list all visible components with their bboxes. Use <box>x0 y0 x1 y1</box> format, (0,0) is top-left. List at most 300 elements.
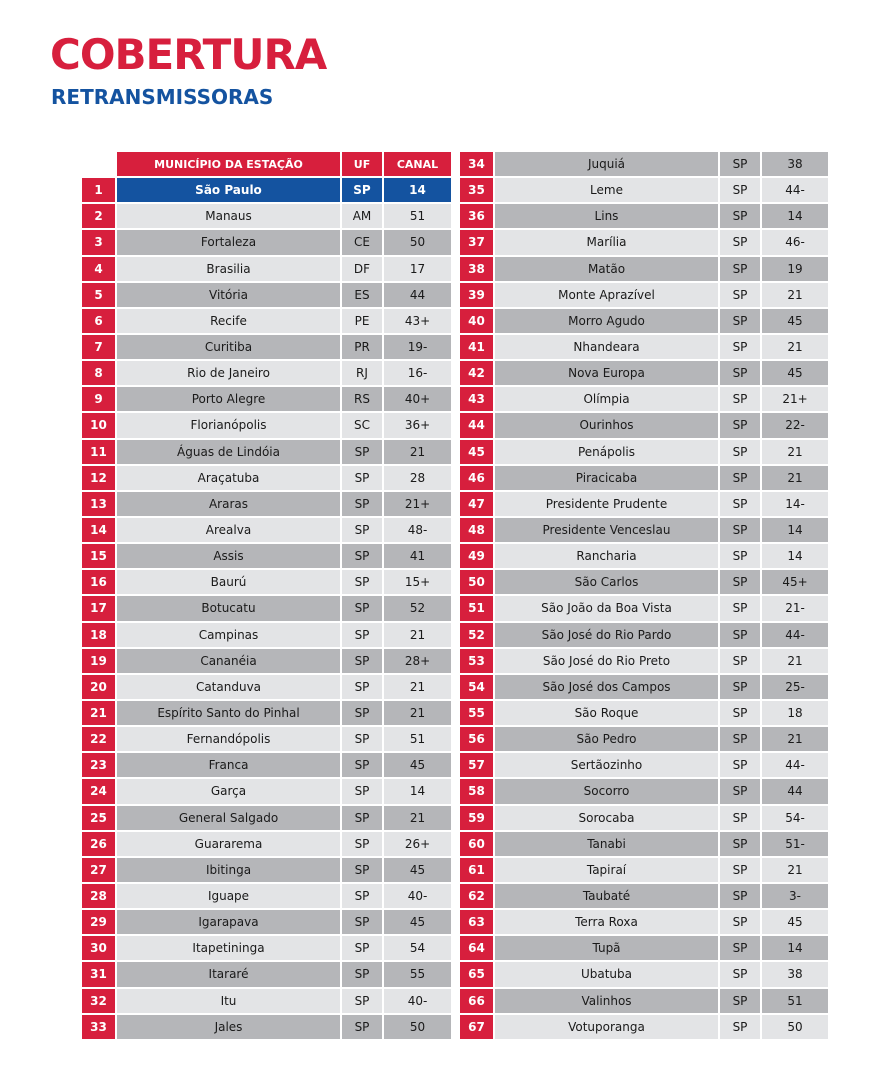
row-number: 6 <box>82 309 117 335</box>
row-number: 16 <box>82 570 117 596</box>
station-uf: SP <box>342 623 384 649</box>
station-uf: ES <box>342 283 384 309</box>
station-channel: 36+ <box>384 413 451 439</box>
station-channel: 19- <box>384 335 451 361</box>
station-uf: PE <box>342 309 384 335</box>
table-body-right <box>460 152 828 1041</box>
station-channel: 43+ <box>384 309 451 335</box>
station-city: São José dos Campos <box>495 675 720 701</box>
row-number: 63 <box>460 910 495 936</box>
table-row <box>460 623 828 649</box>
station-channel: 21 <box>384 675 451 701</box>
row-number: 28 <box>82 884 117 910</box>
row-number: 4 <box>82 257 117 283</box>
station-city: Fernandópolis <box>117 727 342 753</box>
station-channel: 45 <box>384 858 451 884</box>
station-uf: SP <box>720 1015 762 1041</box>
station-city: Rio de Janeiro <box>117 361 342 387</box>
station-channel: 26+ <box>384 832 451 858</box>
table-row <box>82 910 451 936</box>
station-uf: SP <box>342 701 384 727</box>
table-row <box>460 230 828 256</box>
station-channel: 44- <box>762 178 828 204</box>
station-city: Terra Roxa <box>495 910 720 936</box>
table-row <box>82 440 451 466</box>
station-uf: SP <box>342 596 384 622</box>
row-number: 52 <box>460 623 495 649</box>
station-city: Itu <box>117 989 342 1015</box>
station-uf: DF <box>342 257 384 283</box>
station-channel: 55 <box>384 962 451 988</box>
table-header <box>82 152 451 178</box>
table-row <box>82 492 451 518</box>
station-city: Nhandeara <box>495 335 720 361</box>
station-channel: 14 <box>762 544 828 570</box>
station-uf: SP <box>720 649 762 675</box>
table-row <box>82 649 451 675</box>
station-channel: 51 <box>762 989 828 1015</box>
station-channel: 21 <box>762 649 828 675</box>
station-channel: 21 <box>384 806 451 832</box>
row-number: 65 <box>460 962 495 988</box>
station-city: Botucatu <box>117 596 342 622</box>
station-channel: 38 <box>762 152 828 178</box>
row-number: 13 <box>82 492 117 518</box>
table-row <box>82 596 451 622</box>
table-row <box>460 596 828 622</box>
station-channel: 21 <box>762 858 828 884</box>
station-uf: SP <box>720 570 762 596</box>
table-row <box>460 936 828 962</box>
station-city: São José do Rio Pardo <box>495 623 720 649</box>
station-channel: 15+ <box>384 570 451 596</box>
station-city: Tupã <box>495 936 720 962</box>
table-row <box>460 884 828 910</box>
station-channel: 40- <box>384 989 451 1015</box>
row-number: 37 <box>460 230 495 256</box>
row-number: 3 <box>82 230 117 256</box>
row-number: 64 <box>460 936 495 962</box>
row-number: 20 <box>82 675 117 701</box>
page-subtitle: RETRANSMISSORAS <box>51 85 274 109</box>
station-channel: 21 <box>762 335 828 361</box>
row-number: 11 <box>82 440 117 466</box>
station-channel: 45 <box>384 910 451 936</box>
row-number: 45 <box>460 440 495 466</box>
station-channel: 14 <box>762 518 828 544</box>
station-city: Garça <box>117 779 342 805</box>
station-uf: SP <box>720 753 762 779</box>
row-number: 21 <box>82 701 117 727</box>
station-city: Curitiba <box>117 335 342 361</box>
row-number: 53 <box>460 649 495 675</box>
row-number: 47 <box>460 492 495 518</box>
row-number: 38 <box>460 257 495 283</box>
row-number: 24 <box>82 779 117 805</box>
table-row <box>82 466 451 492</box>
station-channel: 44 <box>384 283 451 309</box>
station-uf: SP <box>720 701 762 727</box>
table-row <box>460 257 828 283</box>
table-row <box>460 779 828 805</box>
station-uf: SP <box>720 152 762 178</box>
table-row <box>82 832 451 858</box>
station-uf: SP <box>720 518 762 544</box>
station-city: Rancharia <box>495 544 720 570</box>
station-city: São Carlos <box>495 570 720 596</box>
station-city: Guararema <box>117 832 342 858</box>
station-uf: SP <box>720 989 762 1015</box>
station-channel: 50 <box>384 230 451 256</box>
station-channel: 41 <box>384 544 451 570</box>
station-city: Jales <box>117 1015 342 1041</box>
station-channel: 14 <box>762 204 828 230</box>
row-number: 7 <box>82 335 117 361</box>
table-row <box>460 832 828 858</box>
station-city: Nova Europa <box>495 361 720 387</box>
row-number: 26 <box>82 832 117 858</box>
station-channel: 21+ <box>384 492 451 518</box>
row-number: 41 <box>460 335 495 361</box>
station-channel: 46- <box>762 230 828 256</box>
station-uf: SP <box>720 544 762 570</box>
row-number: 43 <box>460 387 495 413</box>
table-row <box>82 858 451 884</box>
station-channel: 51- <box>762 832 828 858</box>
station-city: Itararé <box>117 962 342 988</box>
station-city: São Roque <box>495 701 720 727</box>
station-city: Manaus <box>117 204 342 230</box>
table-row <box>460 1015 828 1041</box>
station-channel: 21 <box>762 440 828 466</box>
station-city: Presidente Prudente <box>495 492 720 518</box>
table-row <box>460 518 828 544</box>
station-city: Lins <box>495 204 720 230</box>
table-row <box>82 361 451 387</box>
table-row <box>82 518 451 544</box>
table-row <box>82 701 451 727</box>
table-row <box>460 361 828 387</box>
station-city: Monte Aprazível <box>495 283 720 309</box>
station-uf: SP <box>720 727 762 753</box>
table-row <box>460 309 828 335</box>
station-uf: SP <box>342 649 384 675</box>
table-row <box>82 178 451 204</box>
station-city: Catanduva <box>117 675 342 701</box>
station-uf: SP <box>720 204 762 230</box>
table-row <box>460 806 828 832</box>
row-number: 39 <box>460 283 495 309</box>
station-uf: SP <box>720 962 762 988</box>
station-channel: 21 <box>762 727 828 753</box>
station-city: Ibitinga <box>117 858 342 884</box>
table-row <box>82 753 451 779</box>
table-row <box>460 753 828 779</box>
station-uf: SP <box>342 178 384 204</box>
station-uf: SP <box>720 178 762 204</box>
station-uf: SP <box>342 466 384 492</box>
station-city: Ourinhos <box>495 413 720 439</box>
row-number: 44 <box>460 413 495 439</box>
station-uf: SP <box>342 544 384 570</box>
station-uf: SP <box>720 858 762 884</box>
station-city: General Salgado <box>117 806 342 832</box>
station-uf: CE <box>342 230 384 256</box>
station-channel: 54- <box>762 806 828 832</box>
station-city: São João da Boa Vista <box>495 596 720 622</box>
row-number: 60 <box>460 832 495 858</box>
station-city: Itapetininga <box>117 936 342 962</box>
station-uf: SP <box>342 858 384 884</box>
station-city: Iguape <box>117 884 342 910</box>
station-channel: 45+ <box>762 570 828 596</box>
station-city: São Pedro <box>495 727 720 753</box>
station-city: Campinas <box>117 623 342 649</box>
table-row <box>460 283 828 309</box>
station-channel: 22- <box>762 413 828 439</box>
station-city: Leme <box>495 178 720 204</box>
station-city: Ubatuba <box>495 962 720 988</box>
station-uf: SP <box>342 962 384 988</box>
station-uf: SP <box>342 440 384 466</box>
station-channel: 44 <box>762 779 828 805</box>
row-number: 18 <box>82 623 117 649</box>
station-uf: SP <box>342 806 384 832</box>
station-uf: SP <box>342 753 384 779</box>
table-row <box>460 910 828 936</box>
station-channel: 19 <box>762 257 828 283</box>
station-city: Marília <box>495 230 720 256</box>
table-row <box>82 884 451 910</box>
station-channel: 45 <box>384 753 451 779</box>
table-row <box>82 779 451 805</box>
table-row <box>82 727 451 753</box>
station-uf: SP <box>720 779 762 805</box>
station-channel: 21+ <box>762 387 828 413</box>
table-row <box>460 989 828 1015</box>
station-channel: 45 <box>762 910 828 936</box>
station-city: Assis <box>117 544 342 570</box>
station-city: Juquiá <box>495 152 720 178</box>
station-city: Brasilia <box>117 257 342 283</box>
station-city: Olímpia <box>495 387 720 413</box>
row-number: 2 <box>82 204 117 230</box>
table-row <box>82 962 451 988</box>
station-uf: SP <box>342 936 384 962</box>
station-channel: 14 <box>384 779 451 805</box>
station-uf: RS <box>342 387 384 413</box>
table-row <box>82 1015 451 1041</box>
station-uf: SP <box>720 387 762 413</box>
station-channel: 21 <box>384 440 451 466</box>
row-number: 59 <box>460 806 495 832</box>
table-row <box>82 230 451 256</box>
station-uf: SP <box>342 910 384 936</box>
row-number: 8 <box>82 361 117 387</box>
row-number: 29 <box>82 910 117 936</box>
row-number: 34 <box>460 152 495 178</box>
station-uf: SP <box>720 832 762 858</box>
table-body-left <box>82 178 451 1041</box>
station-city: Espírito Santo do Pinhal <box>117 701 342 727</box>
table-row <box>82 204 451 230</box>
station-uf: SP <box>342 989 384 1015</box>
station-city: Franca <box>117 753 342 779</box>
station-channel: 28+ <box>384 649 451 675</box>
row-number: 55 <box>460 701 495 727</box>
station-uf: SP <box>342 518 384 544</box>
table-row <box>460 675 828 701</box>
station-city: Valinhos <box>495 989 720 1015</box>
station-uf: SP <box>720 309 762 335</box>
stations-table-left <box>82 152 451 1041</box>
station-channel: 40- <box>384 884 451 910</box>
station-city: Morro Agudo <box>495 309 720 335</box>
station-uf: SP <box>720 335 762 361</box>
station-city: Votuporanga <box>495 1015 720 1041</box>
station-channel: 54 <box>384 936 451 962</box>
station-channel: 21 <box>762 283 828 309</box>
station-city: Presidente Venceslau <box>495 518 720 544</box>
row-number: 50 <box>460 570 495 596</box>
station-uf: SC <box>342 413 384 439</box>
row-number: 66 <box>460 989 495 1015</box>
station-uf: SP <box>720 413 762 439</box>
table-row <box>82 544 451 570</box>
header-canal: CANAL <box>384 152 451 178</box>
row-number: 25 <box>82 806 117 832</box>
station-city: Sertãozinho <box>495 753 720 779</box>
row-number: 30 <box>82 936 117 962</box>
station-uf: SP <box>720 936 762 962</box>
table-row <box>460 387 828 413</box>
table-row <box>460 701 828 727</box>
station-uf: SP <box>720 230 762 256</box>
row-number: 46 <box>460 466 495 492</box>
station-channel: 21 <box>762 466 828 492</box>
station-channel: 28 <box>384 466 451 492</box>
header-uf: UF <box>342 152 384 178</box>
row-number: 14 <box>82 518 117 544</box>
table-row <box>460 466 828 492</box>
header-municipio: MUNICÍPIO DA ESTAÇÃO <box>117 152 342 178</box>
row-number: 1 <box>82 178 117 204</box>
row-number: 32 <box>82 989 117 1015</box>
station-channel: 16- <box>384 361 451 387</box>
station-uf: SP <box>720 884 762 910</box>
row-number: 67 <box>460 1015 495 1041</box>
table-row <box>82 806 451 832</box>
table-row <box>460 413 828 439</box>
row-number: 57 <box>460 753 495 779</box>
station-city: Piracicaba <box>495 466 720 492</box>
table-row <box>460 858 828 884</box>
station-city: Araras <box>117 492 342 518</box>
station-channel: 38 <box>762 962 828 988</box>
station-city: São José do Rio Preto <box>495 649 720 675</box>
row-number: 56 <box>460 727 495 753</box>
row-number: 27 <box>82 858 117 884</box>
station-channel: 21 <box>384 701 451 727</box>
station-uf: SP <box>720 675 762 701</box>
row-number: 15 <box>82 544 117 570</box>
page-title: COBERTURA <box>50 30 327 79</box>
station-uf: SP <box>720 596 762 622</box>
station-uf: SP <box>720 257 762 283</box>
table-row <box>82 675 451 701</box>
station-channel: 44- <box>762 623 828 649</box>
station-uf: SP <box>720 806 762 832</box>
station-uf: SP <box>342 779 384 805</box>
table-row <box>82 387 451 413</box>
station-uf: SP <box>720 623 762 649</box>
station-channel: 45 <box>762 309 828 335</box>
table-row <box>82 413 451 439</box>
row-number: 35 <box>460 178 495 204</box>
station-city: Baurú <box>117 570 342 596</box>
row-number: 23 <box>82 753 117 779</box>
station-city: Penápolis <box>495 440 720 466</box>
station-channel: 50 <box>762 1015 828 1041</box>
table-row <box>460 570 828 596</box>
table-row <box>460 727 828 753</box>
stations-table-right <box>460 152 828 1041</box>
row-number: 36 <box>460 204 495 230</box>
table-row <box>460 204 828 230</box>
station-channel: 51 <box>384 727 451 753</box>
table-row <box>82 570 451 596</box>
table-row <box>460 440 828 466</box>
station-channel: 48- <box>384 518 451 544</box>
station-channel: 3- <box>762 884 828 910</box>
row-number: 62 <box>460 884 495 910</box>
table-row <box>460 492 828 518</box>
table-row <box>460 335 828 361</box>
row-number: 42 <box>460 361 495 387</box>
station-city: São Paulo <box>117 178 342 204</box>
station-uf: SP <box>342 675 384 701</box>
station-channel: 45 <box>762 361 828 387</box>
station-channel: 44- <box>762 753 828 779</box>
table-row <box>82 309 451 335</box>
row-number: 51 <box>460 596 495 622</box>
station-uf: SP <box>720 492 762 518</box>
table-row <box>460 544 828 570</box>
row-number: 33 <box>82 1015 117 1041</box>
table-row <box>460 152 828 178</box>
station-city: Porto Alegre <box>117 387 342 413</box>
row-number: 48 <box>460 518 495 544</box>
station-uf: SP <box>720 910 762 936</box>
station-channel: 18 <box>762 701 828 727</box>
station-channel: 17 <box>384 257 451 283</box>
table-row <box>82 936 451 962</box>
table-row <box>82 623 451 649</box>
station-uf: AM <box>342 204 384 230</box>
station-city: Taubaté <box>495 884 720 910</box>
station-uf: SP <box>720 466 762 492</box>
station-uf: SP <box>342 884 384 910</box>
station-city: Florianópolis <box>117 413 342 439</box>
station-uf: SP <box>720 440 762 466</box>
row-number: 22 <box>82 727 117 753</box>
station-city: Fortaleza <box>117 230 342 256</box>
station-uf: SP <box>342 727 384 753</box>
station-uf: SP <box>342 832 384 858</box>
station-uf: SP <box>342 570 384 596</box>
table-row <box>82 257 451 283</box>
table-row <box>460 649 828 675</box>
